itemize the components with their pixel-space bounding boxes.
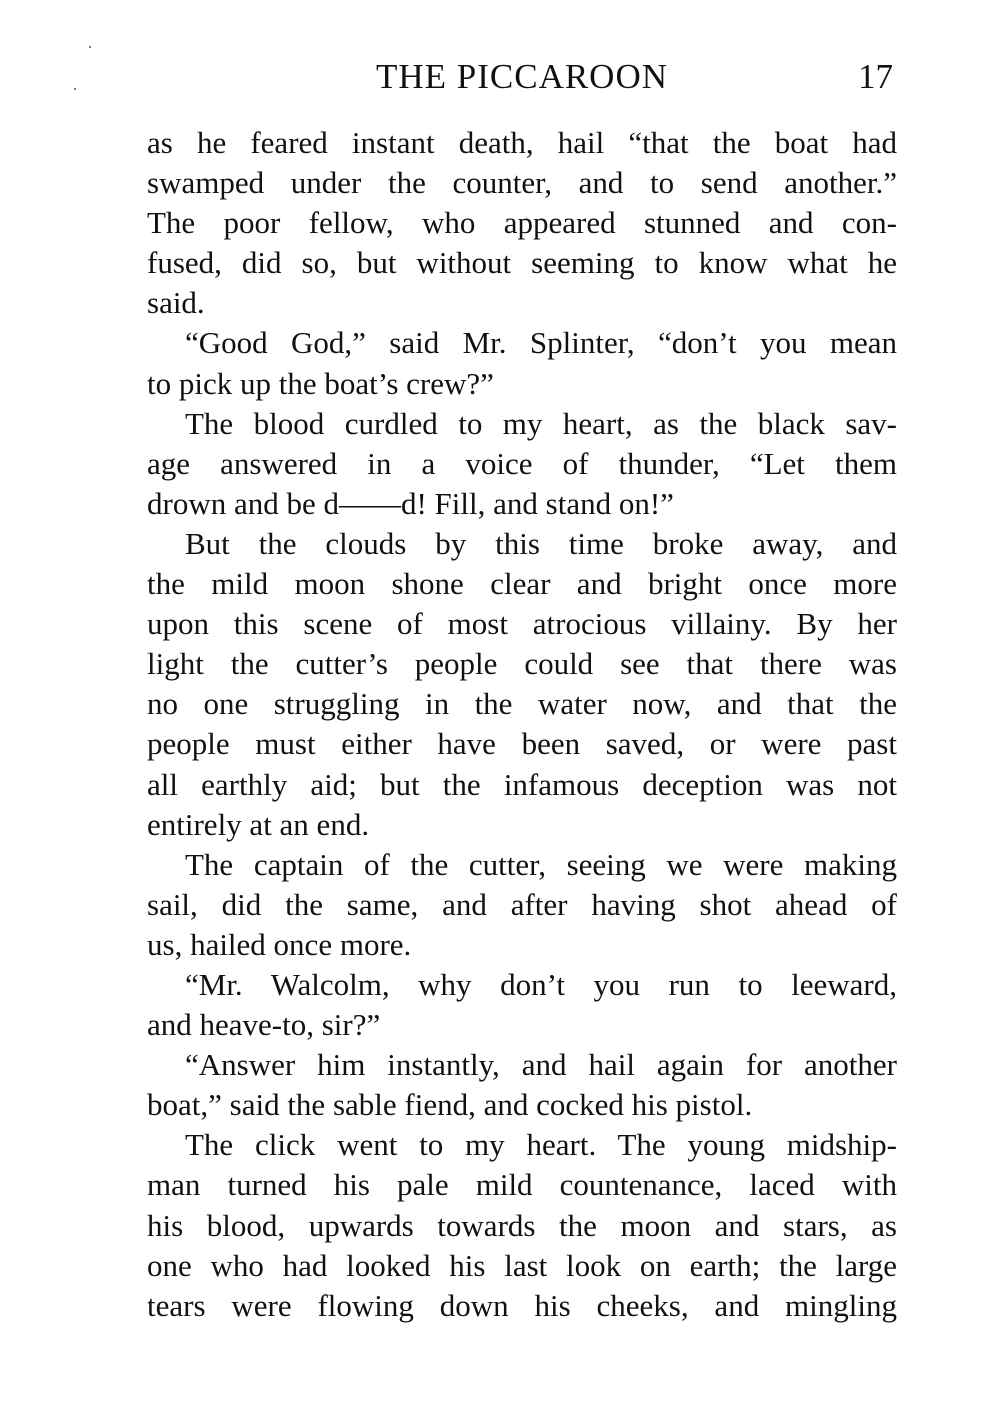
text-line: swamped under the counter, and to send another.”	[147, 165, 897, 201]
text-line: drown and be d——d! Fill, and stand on!”	[147, 485, 674, 521]
text-line: The captain of the cutter, seeing we were making	[185, 846, 897, 882]
text-line: “Mr. Walcolm, why don’t you run to leeward,	[185, 966, 897, 1002]
text-line: age answered in a voice of thunder, “Let them	[147, 445, 897, 481]
text-line: no one struggling in the water now, and that the	[147, 686, 897, 722]
text-line: But the clouds by this time broke away, and	[185, 525, 897, 561]
text-line: as he feared instant death, hail “that the boat had	[147, 125, 897, 160]
body-text	[147, 123, 897, 1326]
text-line: his blood, upwards towards the moon and stars, as	[147, 1207, 897, 1243]
text-line: us, hailed once more.	[147, 926, 412, 962]
scan-speck	[74, 88, 76, 90]
text-line: all earthly aid; but the infamous deception was not	[147, 766, 897, 802]
text-line: light the cutter’s people could see that there was	[147, 646, 897, 682]
text-line: said.	[147, 285, 205, 321]
scan-speck	[89, 46, 91, 48]
text-line: the mild moon shone clear and bright once more	[147, 566, 897, 602]
running-title: THE PICCAROON	[375, 57, 669, 96]
text-line: to pick up the boat’s crew?”	[147, 365, 494, 401]
text-line: boat,” said the sable fiend, and cocked his pistol.	[147, 1087, 753, 1123]
text-line: people must either have been saved, or were past	[147, 726, 897, 762]
text-line: The blood curdled to my heart, as the black sav-	[185, 405, 897, 441]
page-number: 17	[858, 57, 893, 96]
text-line: man turned his pale mild countenance, laced with	[147, 1167, 897, 1203]
text-line: tears were flowing down his cheeks, and mingling	[147, 1287, 897, 1323]
text-line: one who had looked his last look on earth; the large	[147, 1247, 897, 1283]
running-head	[147, 54, 897, 100]
text-line: The click went to my heart. The young midship-	[185, 1127, 897, 1163]
text-line: “Good God,” said Mr. Splinter, “don’t you mean	[185, 325, 897, 361]
text-line: entirely at an end.	[147, 806, 370, 842]
text-line: and heave-to, sir?”	[147, 1007, 381, 1043]
text-line: The poor fellow, who appeared stunned and con-	[147, 205, 897, 241]
text-line: “Answer him instantly, and hail again for another	[185, 1047, 897, 1083]
text-line: upon this scene of most atrocious villainy. By her	[147, 606, 897, 642]
text-line: fused, did so, but without seeming to know what he	[147, 245, 897, 281]
text-line: sail, did the same, and after having shot ahead of	[147, 886, 897, 922]
